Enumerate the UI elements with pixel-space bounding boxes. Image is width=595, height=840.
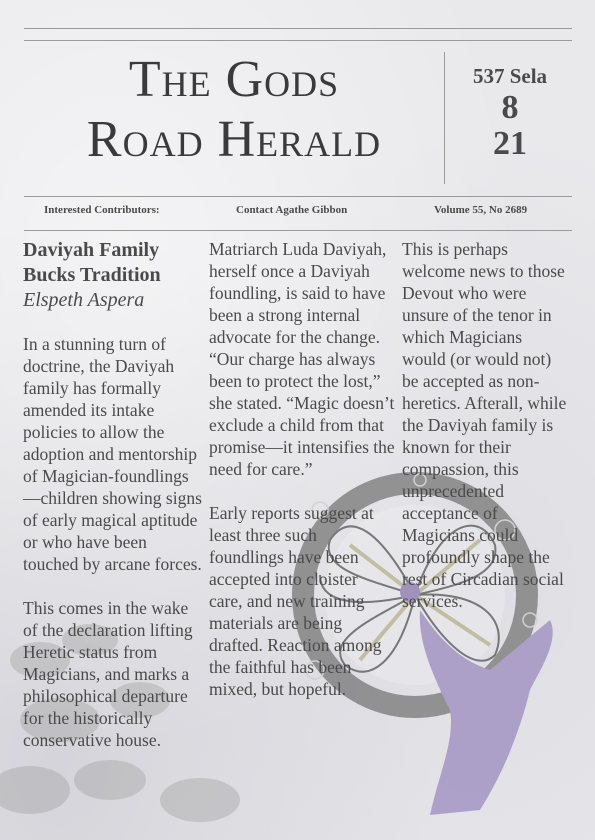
top-rule-inner [24, 40, 572, 41]
paragraph: This comes in the wake of the declaration lifting Heretic status from Magicians, and marks a philosophical departure for the historically conservative house. [23, 598, 193, 750]
contributors-label: Interested Contributors: [44, 204, 160, 216]
issue-year: 21 [493, 125, 527, 162]
contact-label: Contact Agathe Gibbon [236, 204, 348, 216]
paragraph: Matriarch Luda Daviyah, herself once a Daviyah foundling, is said to have been a strong internal advocate for the change. “Our charge has always been to protect the lost,” she stated. “Magic doesn’t exclude a child from that promise—it intensifies the need for care.” [209, 239, 395, 479]
masthead-divider [444, 52, 445, 184]
issue-date [448, 62, 572, 162]
column-3 [402, 238, 570, 634]
paragraph: Early reports suggest at least three such foundlings have been accepted into cloister care, and new training materials are being drafted. Reaction among the faithful has been mixed, but hopeful. [209, 503, 382, 699]
paragraph: This is perhaps welcome news to those Devout who were unsure of the tenor in which Magicians would (or would not) be accepted as non-heretics. Afterall, while the Daviyah family is known for their compassion, this unprecedented acceptance of Magicians could profoundly shape the rest of Circadian social services. [402, 239, 567, 611]
column-2 [209, 238, 395, 722]
column-1 [23, 238, 203, 773]
title-line-2: Road Herald [86, 111, 382, 168]
top-rule [24, 28, 572, 29]
meta-rule-bottom [24, 230, 572, 231]
article-headline: Daviyah Family Bucks Tradition [23, 239, 161, 286]
title-line-1: The Gods [128, 51, 340, 108]
article-byline: Elspeth Aspera [23, 289, 145, 311]
issue-day: 8 [501, 89, 519, 126]
masthead-title [24, 50, 444, 170]
volume-label: Volume 55, No 2689 [434, 204, 528, 216]
paragraph: In a stunning turn of doctrine, the Daviyah family has formally amended its intake policies to allow the adoption and mentorship of Magician-foundlings—children showing signs of early magical aptitude or who have been touched by arcane forces. [23, 334, 202, 574]
meta-rule-top [24, 196, 572, 197]
issue-month: 537 Sela [472, 64, 548, 88]
